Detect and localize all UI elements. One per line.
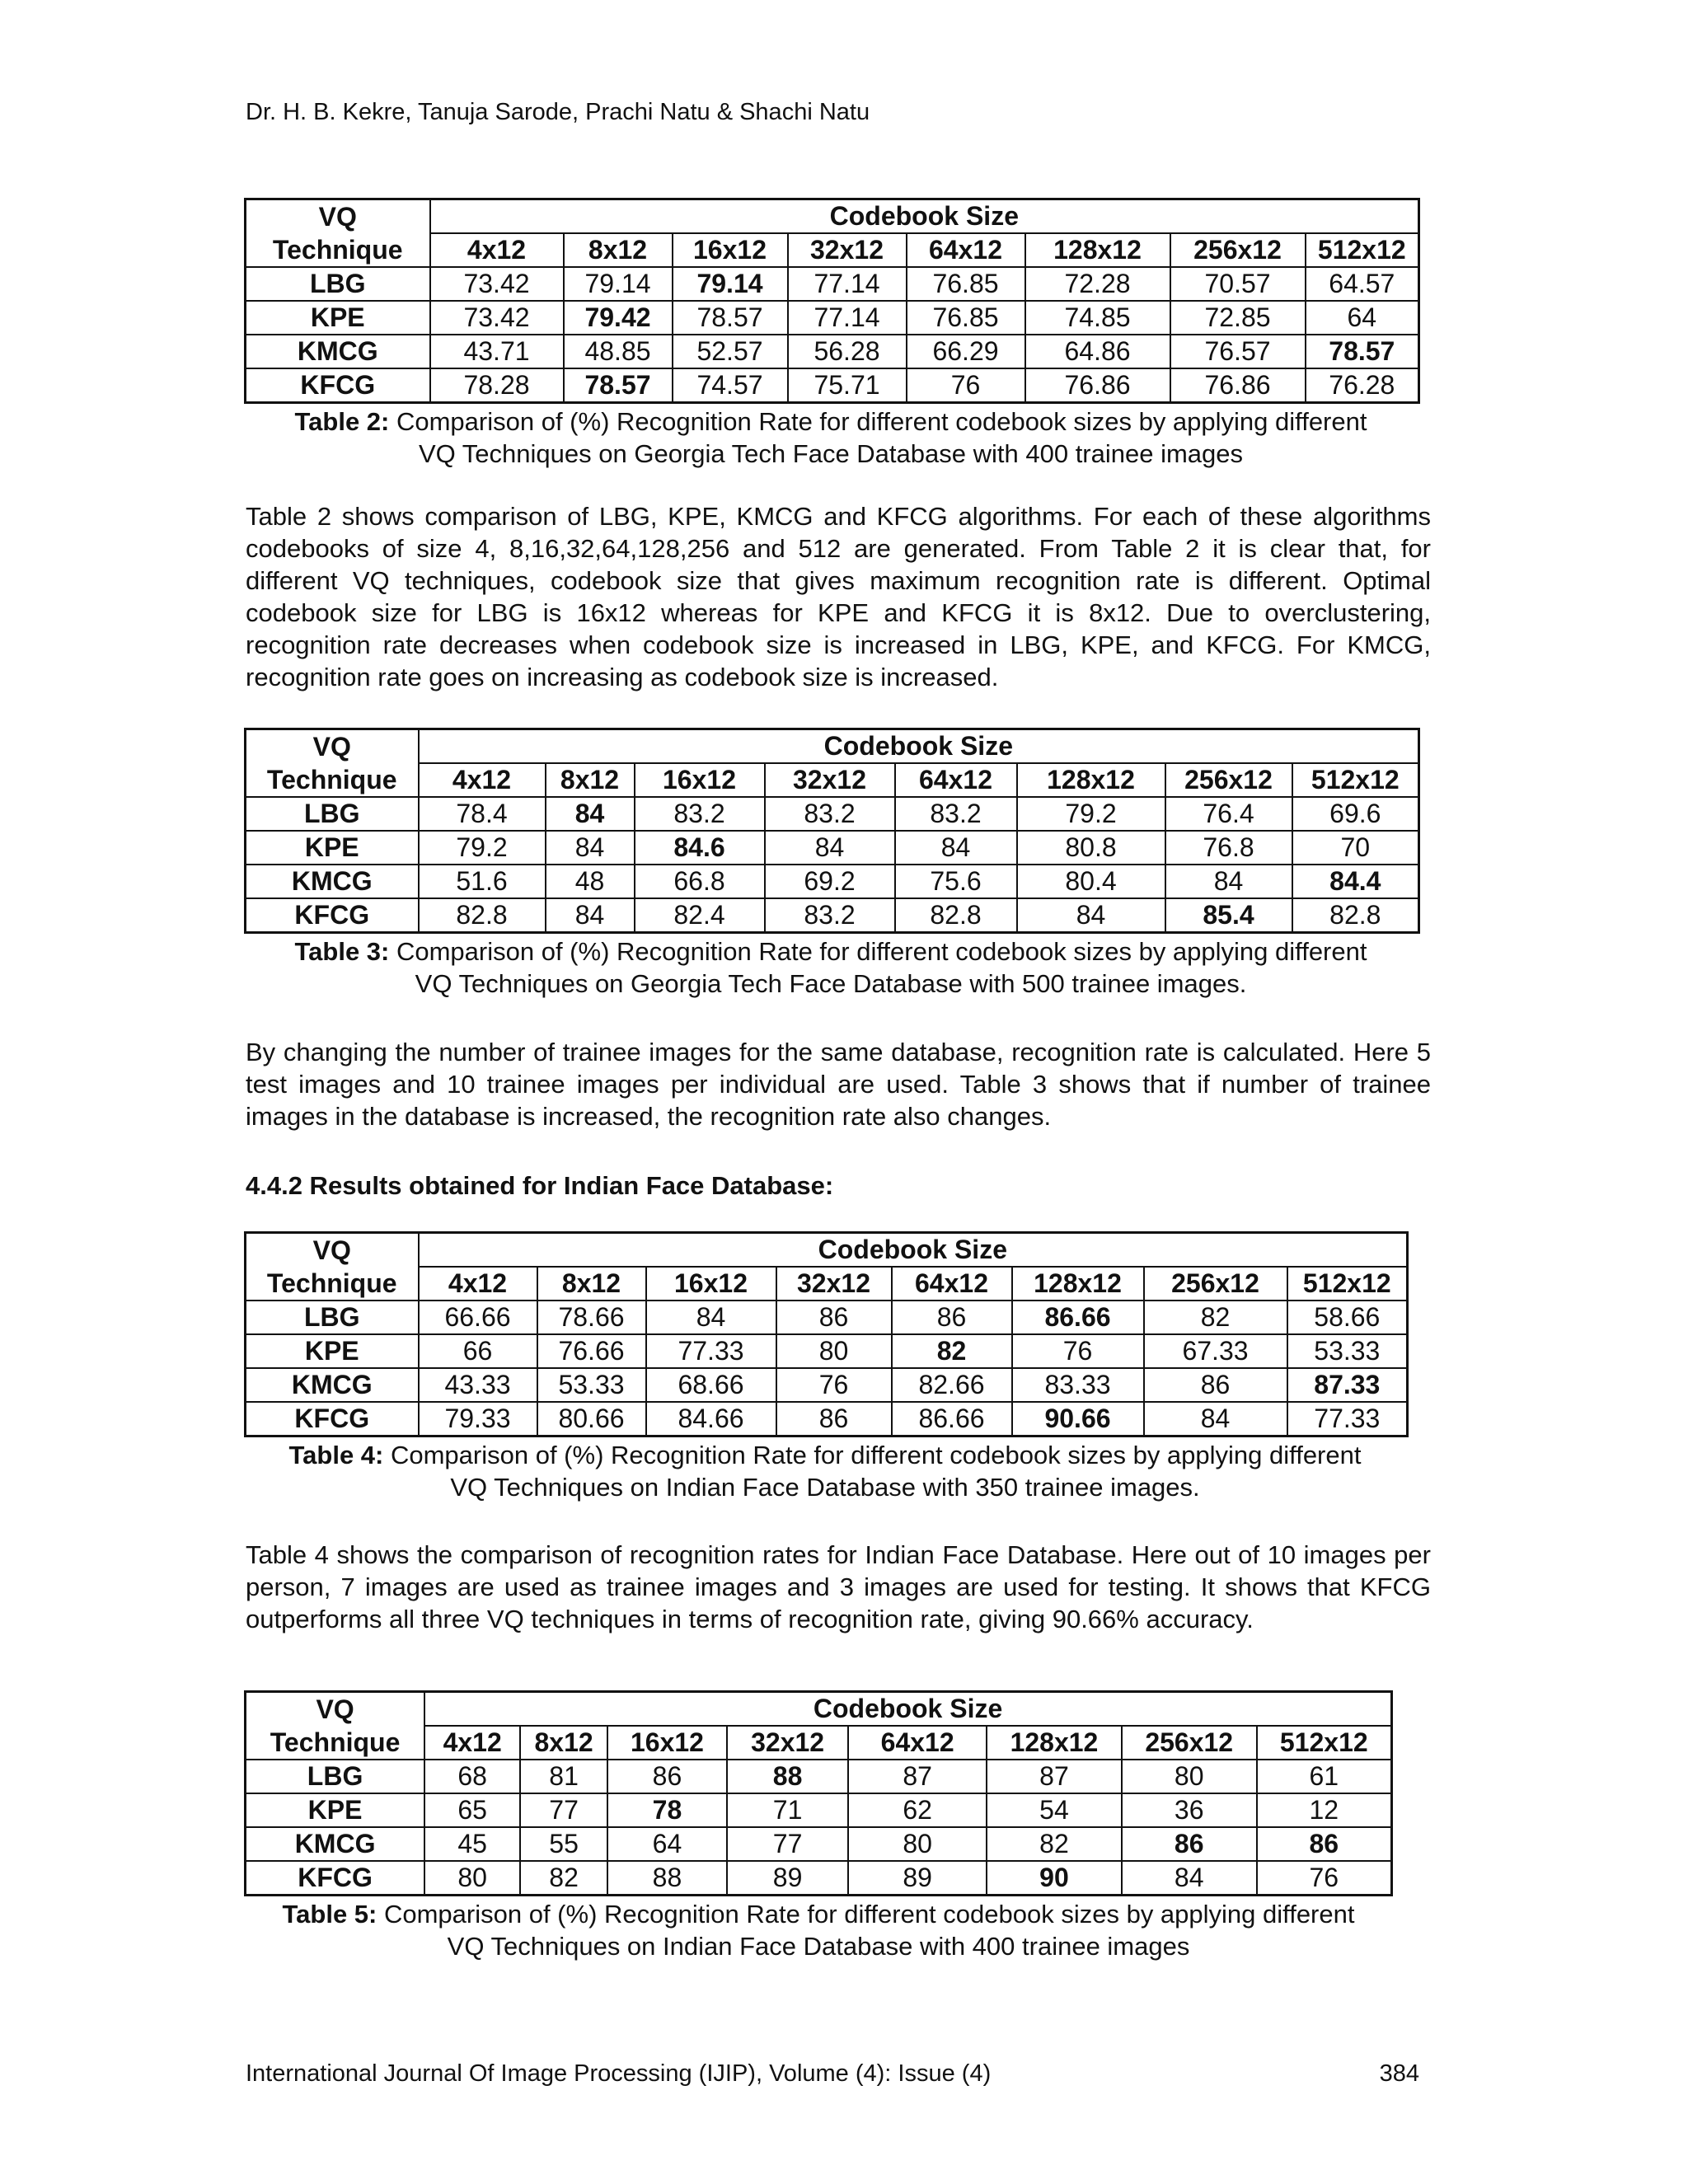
- table-cell: 84: [895, 831, 1017, 865]
- table-caption: [244, 405, 1418, 470]
- table-cell: 87: [848, 1760, 987, 1793]
- table-cell: 82: [892, 1334, 1012, 1368]
- table-cell: 36: [1122, 1793, 1257, 1827]
- table-cell: 78.66: [537, 1301, 646, 1334]
- table-row: [246, 1301, 1408, 1334]
- table-cell: 76: [907, 368, 1025, 403]
- table-cell: 66.66: [419, 1301, 537, 1334]
- table-row: [246, 335, 1419, 368]
- table-cell: 75.6: [895, 865, 1017, 898]
- table-cell: 77.33: [1287, 1402, 1408, 1436]
- table-cell: 82.66: [892, 1368, 1012, 1402]
- table-cell: 87: [987, 1760, 1122, 1793]
- table-cell: 77: [727, 1827, 848, 1861]
- table-cell: 75.71: [788, 368, 907, 403]
- table-cell: 86: [1257, 1827, 1392, 1861]
- table-cell: 82.4: [635, 898, 765, 933]
- table-cell: 82.8: [1292, 898, 1419, 933]
- table-cell: 72.85: [1170, 301, 1306, 335]
- table-cell: 83.2: [635, 797, 765, 831]
- table-cell: 90.66: [1012, 1402, 1144, 1436]
- table-cell: 85.4: [1165, 898, 1292, 933]
- table-cell: 62: [848, 1793, 987, 1827]
- table-cell: 79.2: [1017, 797, 1165, 831]
- column-header: 128x12: [1012, 1267, 1144, 1301]
- row-label: KPE: [246, 831, 419, 865]
- table-row: [246, 797, 1419, 831]
- table-cell: 70: [1292, 831, 1419, 865]
- column-header: 16x12: [673, 233, 788, 267]
- row-label: KMCG: [246, 1368, 419, 1402]
- table-cell: 89: [727, 1861, 848, 1896]
- table-cell: 88: [607, 1861, 727, 1896]
- table-row: [246, 1402, 1408, 1436]
- table-cell: 76.85: [907, 301, 1025, 335]
- table-cell: 78.57: [673, 301, 788, 335]
- table-cell: 84: [646, 1301, 776, 1334]
- running-header: Dr. H. B. Kekre, Tanuja Sarode, Prachi Natu & Shachi Natu: [246, 99, 870, 125]
- table-cell: 83.2: [765, 898, 895, 933]
- table-cell: 80: [424, 1861, 520, 1896]
- table-cell: 67.33: [1144, 1334, 1287, 1368]
- table-caption: [244, 1439, 1406, 1503]
- table-caption: [244, 1898, 1393, 1962]
- column-header: 8x12: [546, 763, 635, 797]
- column-header: 256x12: [1165, 763, 1292, 797]
- table-cell: 76.4: [1165, 797, 1292, 831]
- table-cell: 76: [1012, 1334, 1144, 1368]
- table-cell: 58.66: [1287, 1301, 1408, 1334]
- table-cell: 82: [987, 1827, 1122, 1861]
- table-cell: 74.57: [673, 368, 788, 403]
- table-cell: 86.66: [1012, 1301, 1144, 1334]
- table-cell: 55: [520, 1827, 607, 1861]
- table-cell: 48.85: [564, 335, 673, 368]
- column-header: 4x12: [419, 1267, 537, 1301]
- table-cell: 76.57: [1170, 335, 1306, 368]
- row-label: KMCG: [246, 1827, 425, 1861]
- row-label: KPE: [246, 301, 430, 335]
- table-cell: 45: [424, 1827, 520, 1861]
- table-cell: 56.28: [788, 335, 907, 368]
- journal-footer: International Journal Of Image Processing (IJIP), Volume (4): Issue (4): [246, 2060, 992, 2087]
- vq-technique-header: VQ: [246, 1692, 425, 1727]
- caption-text-line2: VQ Techniques on Georgia Tech Face Database with 500 trainee images.: [415, 969, 1247, 998]
- table-cell: 86: [776, 1402, 892, 1436]
- section-heading: 4.4.2 Results obtained for Indian Face Database:: [246, 1171, 834, 1200]
- table-cell: 80: [848, 1827, 987, 1861]
- column-header: 4x12: [424, 1726, 520, 1760]
- table-cell: 84: [546, 898, 635, 933]
- table-cell: 77.33: [646, 1334, 776, 1368]
- table-cell: 66: [419, 1334, 537, 1368]
- table-cell: 84: [546, 831, 635, 865]
- column-header: 256x12: [1170, 233, 1306, 267]
- results-table: [244, 728, 1420, 934]
- table-cell: 66.29: [907, 335, 1025, 368]
- table-cell: 78.57: [564, 368, 673, 403]
- table-cell: 79.42: [564, 301, 673, 335]
- table-cell: 88: [727, 1760, 848, 1793]
- caption-label: Table 2:: [294, 407, 390, 436]
- row-label: KFCG: [246, 898, 419, 933]
- table-cell: 61: [1257, 1760, 1392, 1793]
- table-cell: 83.33: [1012, 1368, 1144, 1402]
- column-header: 8x12: [537, 1267, 646, 1301]
- column-header: 8x12: [564, 233, 673, 267]
- column-header: 16x12: [646, 1267, 776, 1301]
- table-cell: 78.28: [430, 368, 564, 403]
- table-row: [246, 831, 1419, 865]
- column-header: 32x12: [765, 763, 895, 797]
- results-table: [244, 1231, 1409, 1437]
- table-cell: 70.57: [1170, 267, 1306, 301]
- column-header: 512x12: [1287, 1267, 1408, 1301]
- vq-technique-header-line2: Technique: [246, 763, 419, 797]
- table-cell: 80.8: [1017, 831, 1165, 865]
- table-cell: 76: [776, 1368, 892, 1402]
- table-cell: 86: [892, 1301, 1012, 1334]
- table-row: [246, 1793, 1392, 1827]
- table-cell: 79.33: [419, 1402, 537, 1436]
- column-header: 4x12: [419, 763, 546, 797]
- column-header: 32x12: [776, 1267, 892, 1301]
- table-cell: 76.85: [907, 267, 1025, 301]
- table-cell: 78.57: [1306, 335, 1419, 368]
- table-cell: 83.2: [765, 797, 895, 831]
- table-cell: 64: [1306, 301, 1419, 335]
- table-cell: 82.8: [419, 898, 546, 933]
- table-2-block: [244, 198, 1418, 470]
- table-cell: 76: [1257, 1861, 1392, 1896]
- row-label: LBG: [246, 267, 430, 301]
- table-cell: 64: [607, 1827, 727, 1861]
- table-cell: 82.8: [895, 898, 1017, 933]
- table-cell: 80: [1122, 1760, 1257, 1793]
- row-label: KPE: [246, 1334, 419, 1368]
- table-cell: 79.14: [564, 267, 673, 301]
- codebook-size-header: Codebook Size: [419, 1233, 1408, 1268]
- table-cell: 64.57: [1306, 267, 1419, 301]
- table-cell: 78.4: [419, 797, 546, 831]
- table-cell: 79.14: [673, 267, 788, 301]
- table-cell: 12: [1257, 1793, 1392, 1827]
- table-row: [246, 865, 1419, 898]
- table-cell: 84: [1165, 865, 1292, 898]
- column-header: 64x12: [907, 233, 1025, 267]
- column-header: 512x12: [1257, 1726, 1392, 1760]
- column-header: 16x12: [635, 763, 765, 797]
- table-cell: 51.6: [419, 865, 546, 898]
- table-cell: 68.66: [646, 1368, 776, 1402]
- table-cell: 43.71: [430, 335, 564, 368]
- row-label: LBG: [246, 1760, 425, 1793]
- table-cell: 84: [765, 831, 895, 865]
- codebook-size-header: Codebook Size: [419, 729, 1419, 764]
- caption-label: Table 3:: [294, 937, 390, 966]
- caption-text: Comparison of (%) Recognition Rate for different codebook sizes by applying different: [389, 937, 1367, 966]
- table-cell: 76.86: [1170, 368, 1306, 403]
- table-cell: 76.66: [537, 1334, 646, 1368]
- vq-technique-header: VQ: [246, 729, 419, 764]
- caption-text-line2: VQ Techniques on Georgia Tech Face Database with 400 trainee images: [418, 439, 1244, 468]
- row-label: LBG: [246, 797, 419, 831]
- table-cell: 72.28: [1025, 267, 1170, 301]
- column-header: 4x12: [430, 233, 564, 267]
- table-cell: 77: [520, 1793, 607, 1827]
- row-label: LBG: [246, 1301, 419, 1334]
- table-cell: 78: [607, 1793, 727, 1827]
- table-cell: 64.86: [1025, 335, 1170, 368]
- table-cell: 90: [987, 1861, 1122, 1896]
- column-header: 32x12: [727, 1726, 848, 1760]
- paragraph-table3-discussion: By changing the number of trainee images for the same database, recognition rate is calculated. Here 5 test images and 10 trainee images per individual are used. Table 3 shows that if number of trainee images in the database is increased, the recognition rate also changes.: [246, 1038, 1431, 1131]
- table-cell: 69.2: [765, 865, 895, 898]
- vq-technique-header: VQ: [246, 199, 430, 234]
- table-cell: 80: [776, 1334, 892, 1368]
- table-cell: 68: [424, 1760, 520, 1793]
- caption-text: Comparison of (%) Recognition Rate for different codebook sizes by applying different: [383, 1441, 1362, 1469]
- table-row: [246, 1334, 1408, 1368]
- table-row: [246, 1368, 1408, 1402]
- table-cell: 86: [607, 1760, 727, 1793]
- row-label: KFCG: [246, 368, 430, 403]
- table-cell: 65: [424, 1793, 520, 1827]
- table-cell: 86: [1144, 1368, 1287, 1402]
- table-cell: 66.8: [635, 865, 765, 898]
- table-cell: 77.14: [788, 301, 907, 335]
- row-label: KFCG: [246, 1402, 419, 1436]
- column-header: 128x12: [987, 1726, 1122, 1760]
- table-row: [246, 368, 1419, 403]
- results-table: [244, 1690, 1393, 1896]
- column-header: 256x12: [1122, 1726, 1257, 1760]
- column-header: 32x12: [788, 233, 907, 267]
- table-cell: 73.42: [430, 267, 564, 301]
- table-cell: 86.66: [892, 1402, 1012, 1436]
- table-cell: 83.2: [895, 797, 1017, 831]
- table-row: [246, 301, 1419, 335]
- table-cell: 53.33: [537, 1368, 646, 1402]
- table-cell: 82: [1144, 1301, 1287, 1334]
- column-header: 8x12: [520, 1726, 607, 1760]
- table-cell: 86: [1122, 1827, 1257, 1861]
- caption-text-line2: VQ Techniques on Indian Face Database with 350 trainee images.: [450, 1473, 1200, 1502]
- column-header: 64x12: [892, 1267, 1012, 1301]
- column-header: 64x12: [895, 763, 1017, 797]
- table-cell: 86: [776, 1301, 892, 1334]
- vq-technique-header: VQ: [246, 1233, 419, 1268]
- codebook-size-header: Codebook Size: [424, 1692, 1391, 1727]
- column-header: 128x12: [1017, 763, 1165, 797]
- column-header: 16x12: [607, 1726, 727, 1760]
- row-label: KPE: [246, 1793, 425, 1827]
- table-cell: 43.33: [419, 1368, 537, 1402]
- table-4-block: [244, 1231, 1406, 1503]
- table-row: [246, 898, 1419, 933]
- table-cell: 84.66: [646, 1402, 776, 1436]
- table-cell: 76.8: [1165, 831, 1292, 865]
- column-header: 256x12: [1144, 1267, 1287, 1301]
- caption-text: Comparison of (%) Recognition Rate for different codebook sizes by applying different: [377, 1900, 1355, 1929]
- table-3-block: [244, 728, 1418, 1000]
- vq-technique-header-line2: Technique: [246, 1267, 419, 1301]
- paragraph-table2-discussion: Table 2 shows comparison of LBG, KPE, KMCG and KFCG algorithms. For each of these algorithms codebooks of size 4, 8,16,32,64,128,256 and 512 are generated. From Table 2 it is clear that, for different VQ techniques, codebook size that gives maximum recognition rate is different. Optimal codebook size for LBG is 16x12 whereas for KPE and KFCG it is 8x12. Due to overclustering, recognition rate decreases when codebook size is increased in LBG, KPE, and KFCG. For KMCG, recognition rate goes on increasing as codebook size is increased.: [246, 502, 1431, 691]
- table-cell: 84: [1144, 1402, 1287, 1436]
- table-cell: 89: [848, 1861, 987, 1896]
- paragraph-table4-discussion: Table 4 shows the comparison of recognition rates for Indian Face Database. Here out of 10 images per person, 7 images are used as trainee images and 3 images are used for testing. It shows that KFCG outperforms all three VQ techniques in terms of recognition rate, giving 90.66% accuracy.: [246, 1540, 1431, 1633]
- table-caption: [244, 935, 1418, 1000]
- column-header: 512x12: [1292, 763, 1419, 797]
- table-cell: 74.85: [1025, 301, 1170, 335]
- vq-technique-header-line2: Technique: [246, 1726, 425, 1760]
- table-cell: 54: [987, 1793, 1122, 1827]
- table-cell: 73.42: [430, 301, 564, 335]
- caption-label: Table 5:: [282, 1900, 377, 1929]
- table-cell: 79.2: [419, 831, 546, 865]
- table-cell: 69.6: [1292, 797, 1419, 831]
- vq-technique-header-line2: Technique: [246, 233, 430, 267]
- caption-text: Comparison of (%) Recognition Rate for different codebook sizes by applying different: [389, 407, 1367, 436]
- column-header: 512x12: [1306, 233, 1419, 267]
- table-cell: 77.14: [788, 267, 907, 301]
- table-cell: 71: [727, 1793, 848, 1827]
- table-cell: 53.33: [1287, 1334, 1408, 1368]
- table-cell: 82: [520, 1861, 607, 1896]
- table-cell: 81: [520, 1760, 607, 1793]
- column-header: 64x12: [848, 1726, 987, 1760]
- table-cell: 80.66: [537, 1402, 646, 1436]
- column-header: 128x12: [1025, 233, 1170, 267]
- row-label: KMCG: [246, 335, 430, 368]
- table-row: [246, 1827, 1392, 1861]
- table-row: [246, 1760, 1392, 1793]
- results-table: [244, 198, 1420, 404]
- table-cell: 84: [1122, 1861, 1257, 1896]
- caption-label: Table 4:: [288, 1441, 384, 1469]
- codebook-size-header: Codebook Size: [430, 199, 1419, 234]
- table-cell: 48: [546, 865, 635, 898]
- table-cell: 52.57: [673, 335, 788, 368]
- row-label: KMCG: [246, 865, 419, 898]
- table-cell: 84: [546, 797, 635, 831]
- row-label: KFCG: [246, 1861, 425, 1896]
- table-cell: 80.4: [1017, 865, 1165, 898]
- table-row: [246, 267, 1419, 301]
- caption-text-line2: VQ Techniques on Indian Face Database with 400 trainee images: [447, 1932, 1190, 1961]
- table-cell: 87.33: [1287, 1368, 1408, 1402]
- table-cell: 76.28: [1306, 368, 1419, 403]
- table-row: [246, 1861, 1392, 1896]
- page-number: 384: [1379, 2060, 1419, 2087]
- table-cell: 76.86: [1025, 368, 1170, 403]
- table-5-block: [244, 1690, 1393, 1962]
- table-cell: 84.6: [635, 831, 765, 865]
- table-cell: 84: [1017, 898, 1165, 933]
- table-cell: 84.4: [1292, 865, 1419, 898]
